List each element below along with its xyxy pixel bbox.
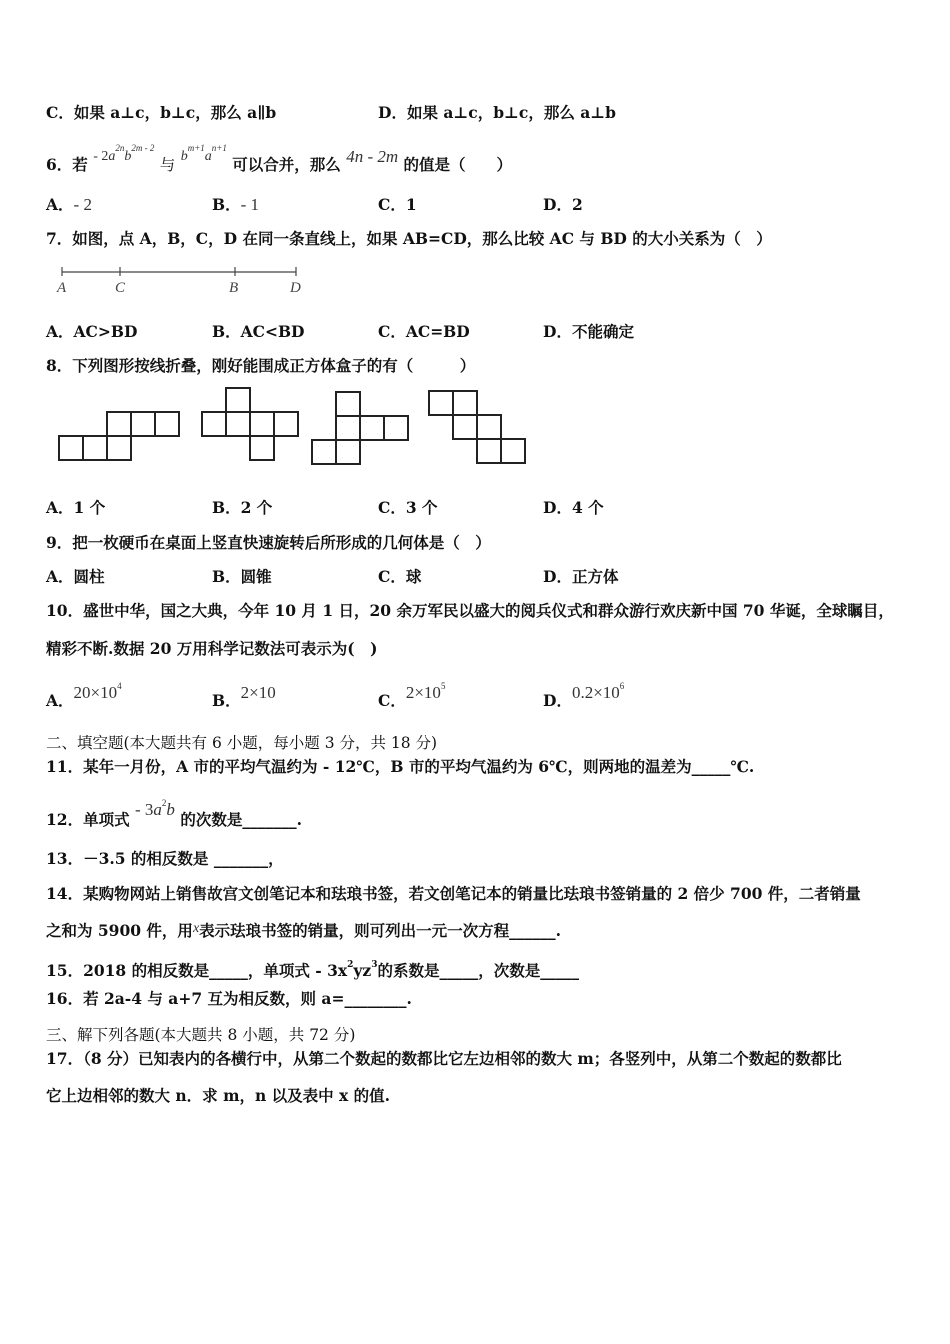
q9-option-d: D．正方体 [543, 567, 619, 586]
q14-question-line1: 14．某购物网站上销售故宫文创笔记本和珐琅书签，若文创笔记本的销量比珐琅书签销量的 2 倍少 700 件，二者销量 [46, 884, 861, 903]
cube-net-2 [202, 388, 298, 460]
q8-option-b: B．2 个 [212, 498, 273, 517]
q10-option-d: D．$0.2\times 10^6$ [543, 681, 625, 710]
q16-question: 16．若 2a-4 与 a+7 互为相反数，则 a=________. [46, 989, 412, 1008]
q9-option-b: B．圆锥 [212, 567, 272, 586]
q12-question: 12．单项式 - $3a^2b$ 的次数是_______. [46, 798, 302, 829]
q6-option-c: C．1 [378, 195, 417, 214]
q13-question: 13．－3.5 的相反数是 _______， [46, 849, 284, 868]
cube-net-3 [312, 392, 408, 464]
cube-net-1 [59, 412, 179, 460]
q7-line-figure [50, 262, 310, 298]
q10-option-b: B．2×10 [212, 683, 276, 710]
q14-question-line2: 之和为 5900 件，用x表示珐琅书签的销量，则可列出一元一次方程______. [46, 921, 562, 940]
q8-question: 8．下列图形按线折叠，刚好能围成正方体盒子的有（ ） [46, 356, 476, 375]
q9-option-a: A．圆柱 [46, 567, 105, 586]
section-3-heading: 三、解下列各题(本大题共 8 小题，共 72 分) [46, 1026, 356, 1044]
cube-net-4 [429, 391, 525, 463]
q17-question-line2: 它上边相邻的数大 n．求 m，n 以及表中 x 的值. [46, 1086, 391, 1105]
point-c-label: C [115, 280, 126, 296]
q9-question: 9．把一枚硬币在桌面上竖直快速旋转后所形成的几何体是（ ） [46, 533, 491, 552]
q17-question-line1: 17．（8 分）已知表内的各横行中，从第二个数起的数都比它左边相邻的数大 m；各竖列中，从第二个数起的数都比 [46, 1049, 842, 1068]
q6-option-a: A．- 2 [46, 195, 92, 214]
point-a-label: A [57, 280, 67, 296]
q7-option-d: D．不能确定 [543, 322, 634, 341]
q10-question-line2: 精彩不断.数据 20 万用科学记数法可表示为( ) [46, 639, 378, 658]
q7-option-a: A．AC>BD [46, 322, 138, 341]
q6-question: 6．若 - $2a^{2n}b^{2m - 2}$ 与 $b^{m+1}a^{n+1}$ 可以合并，那么 4n - 2m 的值是（ ） [46, 143, 513, 174]
section-2-heading: 二、填空题(本大题共有 6 小题，每小题 3 分，共 18 分) [46, 734, 438, 752]
q15-question: 15．2018 的相反数是_____，单项式 - $3x^2yz^3$的系数是_____，次数是_____ [46, 960, 579, 980]
q7-option-b: B．AC<BD [212, 322, 305, 341]
q5-option-c: C．如果 a⊥c，b⊥c，那么 a∥b [46, 103, 277, 122]
q11-question: 11．某年一月份，A 市的平均气温约为 - 12℃，B 市的平均气温约为 6℃，则两地的温差为_____℃. [46, 757, 755, 776]
point-d-label: D [290, 280, 301, 296]
q7-option-c: C．AC=BD [378, 322, 470, 341]
q8-option-c: C．3 个 [378, 498, 438, 517]
q10-question-line1: 10．盛世中华，国之大典，今年 10 月 1 日，20 余万军民以盛大的阅兵仪式和群众游行欢庆新中国 70 华诞，全球瞩目， [46, 601, 894, 620]
q8-option-a: A．1 个 [46, 498, 106, 517]
q9-option-c: C．球 [378, 567, 422, 586]
q10-option-c: C．$2\times 10^5$ [378, 681, 446, 710]
q8-cube-nets-figure [55, 383, 535, 473]
q10-option-a: A．$20\times 10^4$ [46, 681, 122, 710]
q6-option-b: B．- 1 [212, 195, 260, 214]
q7-question: 7．如图，点 A，B，C，D 在同一条直线上，如果 AB=CD，那么比较 AC 与 BD 的大小关系为（ ） [46, 229, 772, 248]
q5-option-d: D．如果 a⊥c，b⊥c，那么 a⊥b [378, 103, 617, 122]
point-b-label: B [229, 280, 239, 296]
q8-option-d: D．4 个 [543, 498, 604, 517]
q6-option-d: D．2 [543, 195, 583, 214]
